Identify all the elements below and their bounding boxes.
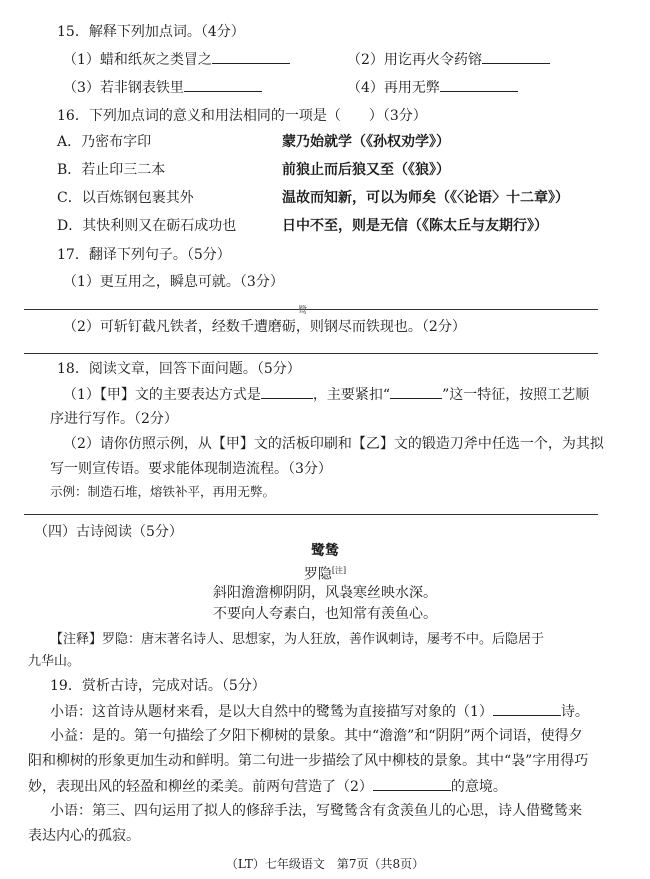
seal-mark: 鹭 (298, 306, 308, 316)
q15-item3-blank[interactable] (184, 77, 262, 92)
q16-option-d[interactable]: D．其快利则又在砺石成功也 (57, 218, 237, 234)
q19-p1-b: 诗。 (560, 704, 589, 720)
poem-author-name: 罗隐 (303, 566, 332, 583)
q15-item4-blank[interactable] (440, 77, 518, 92)
q16-option-c[interactable]: C．以百炼钢包裹其外 (57, 190, 194, 206)
poem-author-note-mark: [注] (331, 566, 347, 575)
q18-item1-c: ”这一特征，按照工艺顺 (442, 387, 590, 403)
q18-example: 示例：制造石堆，熔铁补平，再用无弊。 (50, 484, 276, 499)
answer-line-3[interactable] (24, 514, 598, 515)
q17-item1: （1）更互用之，瞬息可就。（3分） (63, 274, 284, 290)
q17-title: 17．翻译下列句子。（5分） (57, 247, 231, 263)
q19-blank1[interactable] (493, 701, 561, 716)
q19-para3-l1: 小语：第三、四句运用了拟人的修辞手法，写鹭鸶含有贪羡鱼儿的心思，诗人借鹭鸶来 (50, 803, 582, 819)
q19-blank2[interactable] (373, 776, 451, 791)
q19-para3-l2: 表达内心的孤寂。 (28, 828, 140, 844)
q19-para2-l2: 阳和柳树的形象更加生动和鲜明。第二句进一步描绘了风中柳枝的景象。其中“袅”字用得巧 (28, 753, 589, 769)
q16-option-b-ref: 前狼止而后狼又至（《狼》） (282, 162, 450, 178)
q15-item4 (347, 77, 518, 98)
q15-item1 (63, 49, 290, 70)
q18-item1-cont: 序进行写作。（2分） (50, 411, 178, 427)
q16-option-a[interactable]: A．乃密布字印 (57, 134, 152, 150)
q17-item2: （2）可斩钉截凡铁者，经数千遭磨砺，则钢尽而铁现也。（2分） (63, 319, 466, 335)
q19-title: 19．赏析古诗，完成对话。（5分） (50, 678, 266, 694)
q18-item1-blank1[interactable] (261, 384, 313, 399)
answer-line-2[interactable] (24, 353, 598, 354)
q15-item2-text: （2）用讫再火令药镕 (347, 52, 482, 68)
q15-item2 (347, 49, 550, 70)
page-footer: （LT）七年级语文 第7页（共8页） (225, 857, 425, 871)
q15-item3 (63, 77, 262, 98)
q18-item1-a: （1）【甲】文的主要表达方式是 (63, 387, 261, 403)
q16-option-b[interactable]: B．若止印三二本 (57, 162, 166, 178)
q19-p2-c: 妙，表现出风的轻盈和柳丝的柔美。前两句营造了（2） (28, 779, 373, 795)
q18-item1 (63, 384, 589, 405)
q15-item2-blank[interactable] (482, 49, 550, 64)
q18-item2-cont: 写一则宣传语。要求能体现制造流程。（3分） (50, 461, 332, 477)
poem-line-2: 不要向人夸素白，也知常有羡鱼心。 (213, 606, 437, 622)
q16-option-c-ref: 温故而知新，可以为师矣（《〈论语〉十二章》） (282, 190, 569, 206)
q15-item4-text: （4）再用无弊 (347, 80, 440, 96)
poem-note-cont: 九华山。 (28, 654, 81, 669)
poem-note: 【注释】罗隐：唐末著名诗人、思想家，为人狂放，善作讽刺诗，屡考不中。后隐居于 (50, 632, 545, 647)
answer-line-1[interactable] (24, 309, 598, 310)
q15-item3-text: （3）若非钢表铁里 (63, 80, 184, 96)
q19-para1 (50, 701, 589, 722)
q18-item1-b: ，主要紧扣“ (312, 387, 391, 403)
poem-author (0, 561, 650, 585)
poem-title: 鹭鸶 (311, 543, 339, 559)
q16-option-a-ref: 蒙乃始就学（《孙权劝学》） (282, 134, 450, 150)
q18-item1-blank2[interactable] (390, 384, 442, 399)
q18-title: 18．阅读文章，回答下面问题。（5分） (57, 361, 301, 377)
q19-p2-d: 的意境。 (450, 779, 507, 795)
q19-para2-l1: 小益：是的。第一句描绘了夕阳下柳树的景象。其中“澹澹”和“阴阴”两个词语，使得夕 (50, 728, 583, 744)
section4-title: （四）古诗阅读（5分） (34, 524, 183, 540)
q16-title: 16．下列加点词的意义和用法相同的一项是（ ）（3分） (57, 108, 427, 124)
q18-item2: （2）请你仿照示例，从【甲】文的活板印刷和【乙】文的锻造刀斧中任选一个，为其拟 (63, 436, 604, 452)
poem-line-1: 斜阳澹澹柳阴阴，风袅寒丝映水深。 (213, 585, 437, 601)
q15-item1-text: （1）蜡和纸灰之类冒之 (63, 52, 212, 68)
q16-option-d-ref: 日中不至，则是无信（《陈太丘与友期行》） (282, 218, 548, 234)
q19-p1-a: 小语：这首诗从题材来看，是以大自然中的鹭鸶为直接描写对象的（1） (50, 704, 493, 720)
q15-title: 15．解释下列加点词。（4分） (57, 24, 245, 40)
q15-item1-blank[interactable] (212, 49, 290, 64)
q19-para2-l3 (28, 776, 507, 797)
